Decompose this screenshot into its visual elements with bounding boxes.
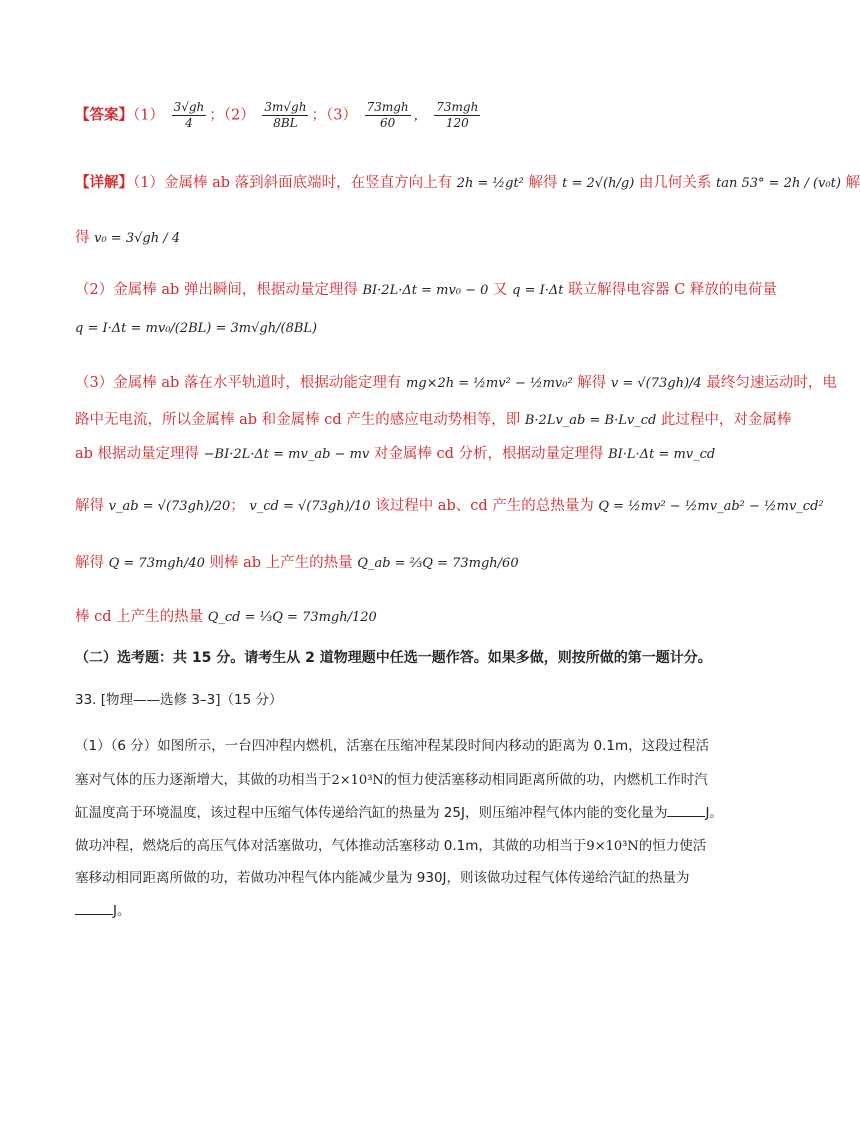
detail-l5-text-b: 解得	[577, 375, 607, 391]
answer-1-numerator: 3√gh	[173, 100, 205, 114]
eq-tan-53: tan 53° = 2h / (v₀t)	[716, 176, 841, 191]
detail-l8-sep: ；	[230, 498, 245, 514]
q33-line-2-b: 的恒力使活塞移动相同距离所做的功，内燃机工作时汽	[383, 772, 708, 788]
answer-2-numerator: 3m√gh	[264, 100, 307, 114]
detail-l7-text-a: ab 根据动量定理得	[75, 446, 200, 462]
eq-free-fall-height: 2h = ½gt²	[456, 176, 524, 191]
answer-sep-1: ；	[209, 107, 224, 124]
eq-q-ab: Q_ab = ⅔Q = 73mgh/60	[357, 556, 519, 571]
eq-momentum-cd: BI·L·Δt = mv_cd	[608, 447, 716, 462]
eq-force-2e3: 2×10³N	[331, 773, 384, 788]
answer-1-fraction	[172, 100, 207, 131]
eq-charge: q = I·Δt	[512, 283, 564, 298]
eq-force-9e3: 9×10³N	[586, 839, 639, 854]
answer-3a-fraction	[365, 100, 411, 131]
detail-l3-text-c: 联立解得电容器 C 释放的电荷量	[568, 282, 777, 298]
detail-l8-text-b: 该过程中 ab、cd 产生的总热量为	[375, 498, 594, 514]
eq-momentum-ab: −BI·2L·Δt = mv_ab − mv	[203, 447, 370, 462]
detail-l1-text-a: （1）金属棒 ab 落到斜面底端时，在竖直方向上有	[133, 175, 453, 191]
q33-line-2-a: 塞对气体的压力逐渐增大，其做的功相当于	[75, 772, 332, 788]
detail-tag: 【详解】	[75, 174, 133, 191]
eq-v: v = √(73gh)/4	[610, 376, 702, 391]
detail-l9-text-a: 解得	[75, 555, 104, 571]
q33-line-4-a: 做功冲程，燃烧后的高压气体对活塞做功，气体推动活塞移动 0.1m，其做的功相当于	[75, 838, 587, 854]
eq-fall-time: t = 2√(h/g)	[562, 176, 635, 191]
answer-comma: ，	[413, 108, 427, 124]
detail-l1-text-d: 解	[845, 175, 860, 191]
q33-line-6	[75, 900, 130, 921]
q33-line-4-b: 的恒力使活	[638, 838, 707, 854]
answer-sep-2: ；	[311, 107, 326, 124]
answer-part2-label: （2）	[223, 107, 255, 124]
detail-l8-text-a: 解得	[75, 498, 104, 514]
eq-charge-result: q = I·Δt = mv₀/(2BL) = 3m√gh/(8BL)	[75, 321, 318, 336]
detail-line-3	[75, 280, 777, 301]
detail-line-5	[75, 373, 837, 394]
answer-line	[75, 100, 483, 131]
answer-blank-1[interactable]	[667, 802, 705, 817]
detail-l3-text-b: 又	[493, 282, 508, 298]
answer-3b-numerator: 73mgh	[436, 100, 479, 114]
eq-total-heat: Q = ½mv² − ½mv_ab² − ½mv_cd²	[598, 499, 824, 514]
q33-line-3-b: J。	[705, 805, 723, 821]
detail-l6-text-b: 此过程中，对金属棒	[660, 412, 792, 428]
eq-energy-theorem: mg×2h = ½mv² − ½mv₀²	[405, 376, 573, 391]
detail-l1-text-b: 解得	[528, 175, 558, 191]
detail-line-4	[75, 318, 317, 339]
eq-v-ab: v_ab = √(73gh)/20	[108, 499, 231, 514]
detail-line-2	[75, 228, 180, 249]
eq-emf-equal: B·2Lv_ab = B·Lv_cd	[524, 413, 657, 428]
q33-line-5: 塞移动相同距离所做的功，若做功冲程气体内能减少量为 930J，则该做功过程气体传递给汽缸的热量为	[75, 870, 690, 886]
detail-l5-text-c: 最终匀速运动时，电	[706, 375, 837, 391]
detail-l9-text-b: 则棒 ab 上产生的热量	[209, 555, 353, 571]
answer-tag: 【答案】	[75, 106, 133, 124]
answer-3a-numerator: 73mgh	[366, 100, 409, 114]
detail-l10-text: 棒 cd 上产生的热量	[75, 609, 204, 625]
eq-v-cd: v_cd = √(73gh)/10	[249, 499, 371, 514]
detail-l5-text-a: （3）金属棒 ab 落在水平轨道时，根据动能定理有	[75, 375, 402, 391]
detail-line-8	[75, 496, 824, 517]
q33-line-3-a: 缸温度高于环境温度，该过程中压缩气体传递给汽缸的热量为 25J，则压缩冲程气体内能的变化量为	[75, 805, 668, 821]
answer-part1-label: （1）	[133, 107, 164, 124]
q33-heading: 33. [物理——选修 3–3]（15 分）	[75, 692, 283, 708]
section-2-title: （二）选考题：共 15 分。请考生从 2 道物理题中任选一题作答。如果多做，则按所做的第一题计分。	[75, 650, 712, 666]
eq-v0: v₀ = 3√gh / 4	[94, 231, 180, 246]
detail-line-7	[75, 444, 715, 465]
answer-part3-label: （3）	[325, 107, 357, 124]
answer-blank-2[interactable]	[75, 900, 113, 915]
q33-line-2	[75, 770, 708, 791]
detail-l7-text-b: 对金属棒 cd 分析，根据动量定理得	[373, 446, 604, 462]
eq-momentum-theorem: BI·2L·Δt = mv₀ − 0	[362, 283, 489, 298]
answer-2-fraction	[262, 100, 308, 131]
answer-3a-denominator: 60	[379, 116, 396, 130]
detail-line-6	[75, 410, 791, 431]
eq-q-total: Q = 73mgh/40	[108, 556, 205, 571]
answer-3b-fraction	[434, 100, 480, 131]
detail-line-1	[75, 173, 860, 194]
eq-q-cd: Q_cd = ⅓Q = 73mgh/120	[207, 610, 377, 625]
answer-2-denominator: 8BL	[273, 116, 298, 130]
detail-l2-text: 得	[75, 230, 90, 246]
detail-l6-text-a: 路中无电流，所以金属棒 ab 和金属棒 cd 产生的感应电动势相等，即	[75, 412, 521, 428]
answer-1-denominator: 4	[185, 116, 193, 130]
q33-line-1: （1）（6 分）如图所示，一台四冲程内燃机，活塞在压缩冲程某段时间内移动的距离为 0.1m，这段过程活	[75, 738, 710, 754]
detail-line-9	[75, 553, 519, 574]
q33-line-3	[75, 802, 723, 823]
answer-3b-denominator: 120	[445, 116, 469, 130]
detail-line-10	[75, 607, 377, 628]
detail-l3-text-a: （2）金属棒 ab 弹出瞬间，根据动量定理得	[75, 282, 358, 298]
q33-line-6-b: J。	[113, 903, 131, 919]
q33-line-4	[75, 836, 706, 857]
detail-l1-text-c: 由几何关系	[638, 175, 712, 191]
